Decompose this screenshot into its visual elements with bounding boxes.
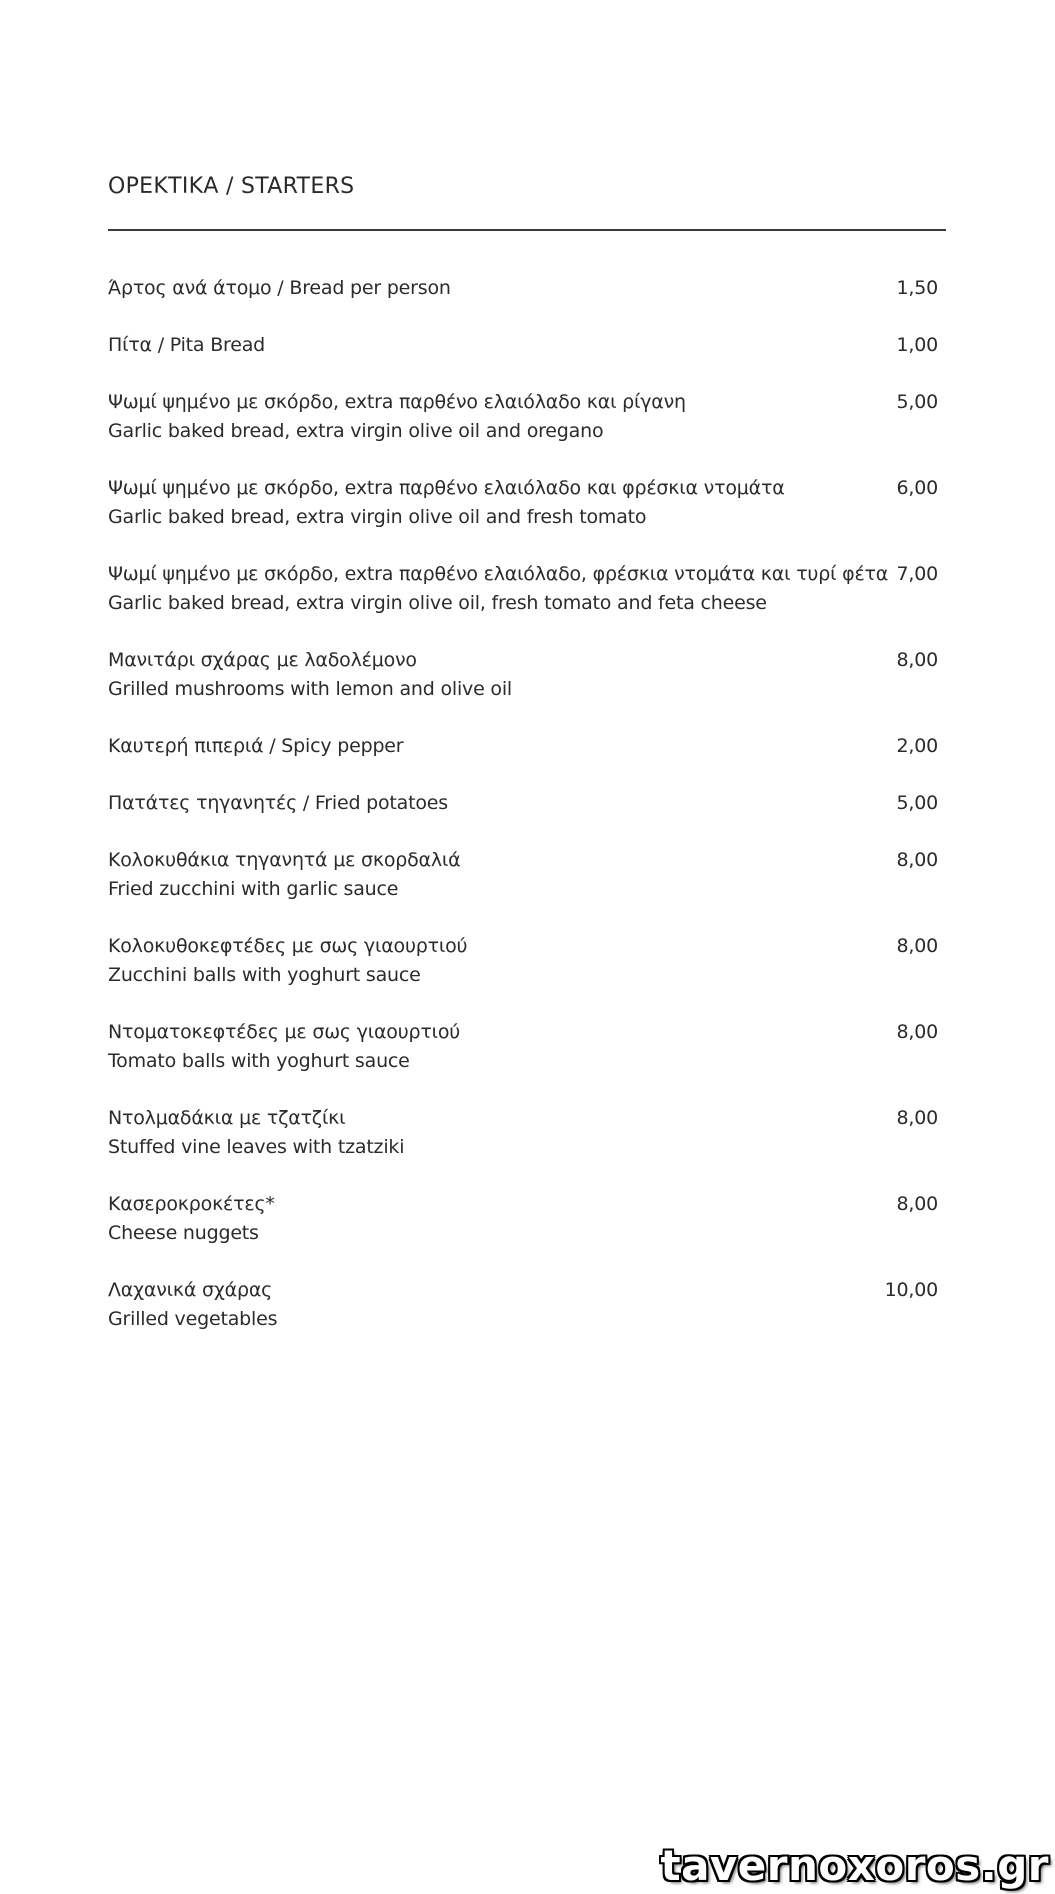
item-price: 8,00	[896, 1107, 938, 1129]
menu-item	[108, 732, 938, 761]
item-name-english: Fried zucchini with garlic sauce	[108, 878, 399, 900]
item-name-english: Stuffed vine leaves with tzatziki	[108, 1136, 405, 1158]
menu-item	[108, 560, 938, 618]
menu-item	[108, 646, 938, 704]
menu-item	[108, 388, 938, 446]
menu-item	[108, 331, 938, 360]
item-name-greek: Ντοματοκεφτέδες με σως γιαουρτιού	[108, 1021, 461, 1043]
title-divider	[108, 229, 946, 231]
item-price: 1,50	[896, 277, 938, 299]
item-price: 5,00	[896, 391, 938, 413]
menu-item	[108, 932, 938, 990]
item-name-greek: Κολοκυθοκεφτέδες με σως γιαουρτιού	[108, 935, 468, 957]
item-name-english: Grilled vegetables	[108, 1308, 278, 1330]
item-name-greek: Λαχανικά σχάρας	[108, 1279, 273, 1301]
site-watermark: tavernoxoros.gr	[660, 1841, 1049, 1890]
item-name-greek: Πατάτες τηγανητές / Fried potatoes	[108, 792, 448, 814]
item-name-greek: Ντολμαδάκια με τζατζίκι	[108, 1107, 346, 1129]
item-price: 2,00	[896, 735, 938, 757]
item-name-english: Zucchini balls with yoghurt sauce	[108, 964, 421, 986]
item-name-greek: Ψωμί ψημένο με σκόρδο, extra παρθένο ελαιόλαδο και φρέσκια ντομάτα	[108, 477, 785, 499]
item-name-greek: Καυτερή πιπεριά / Spicy pepper	[108, 735, 404, 757]
menu-item	[108, 846, 938, 904]
item-name-english: Garlic baked bread, extra virgin olive oil, fresh tomato and feta cheese	[108, 592, 767, 614]
item-name-english: Cheese nuggets	[108, 1222, 259, 1244]
menu-item	[108, 789, 938, 818]
item-price: 5,00	[896, 792, 938, 814]
item-price: 8,00	[896, 649, 938, 671]
item-name-english: Tomato balls with yoghurt sauce	[108, 1050, 410, 1072]
item-name-greek: Κασεροκροκέτες*	[108, 1193, 275, 1215]
item-name-english: Grilled mushrooms with lemon and olive oil	[108, 678, 512, 700]
menu-item	[108, 1276, 938, 1334]
menu-item	[108, 1104, 938, 1162]
item-name-greek: Άρτος ανά άτομο / Bread per person	[108, 277, 451, 299]
item-name-english: Garlic baked bread, extra virgin olive oil and fresh tomato	[108, 506, 647, 528]
item-name-greek: Κολοκυθάκια τηγανητά με σκορδαλιά	[108, 849, 461, 871]
item-name-greek: Ψωμί ψημένο με σκόρδο, extra παρθένο ελαιόλαδο, φρέσκια ντομάτα και τυρί φέτα	[108, 563, 889, 585]
menu-item	[108, 474, 938, 532]
menu-list	[108, 274, 938, 1334]
item-price: 8,00	[896, 935, 938, 957]
menu-item	[108, 1018, 938, 1076]
item-price: 7,00	[896, 563, 938, 585]
item-price: 10,00	[884, 1279, 938, 1301]
item-price: 1,00	[896, 334, 938, 356]
item-price: 6,00	[896, 477, 938, 499]
item-name-greek: Μανιτάρι σχάρας με λαδολέμονο	[108, 649, 417, 671]
item-price: 8,00	[896, 849, 938, 871]
menu-item	[108, 1190, 938, 1248]
item-price: 8,00	[896, 1021, 938, 1043]
item-price: 8,00	[896, 1193, 938, 1215]
item-name-greek: Ψωμί ψημένο με σκόρδο, extra παρθένο ελαιόλαδο και ρίγανη	[108, 391, 686, 413]
menu-item	[108, 274, 938, 303]
section-title: ΟΡΕΚΤΙΚΑ / STARTERS	[108, 174, 355, 199]
item-name-english: Garlic baked bread, extra virgin olive oil and oregano	[108, 420, 604, 442]
item-name-greek: Πίτα / Pita Bread	[108, 334, 266, 356]
